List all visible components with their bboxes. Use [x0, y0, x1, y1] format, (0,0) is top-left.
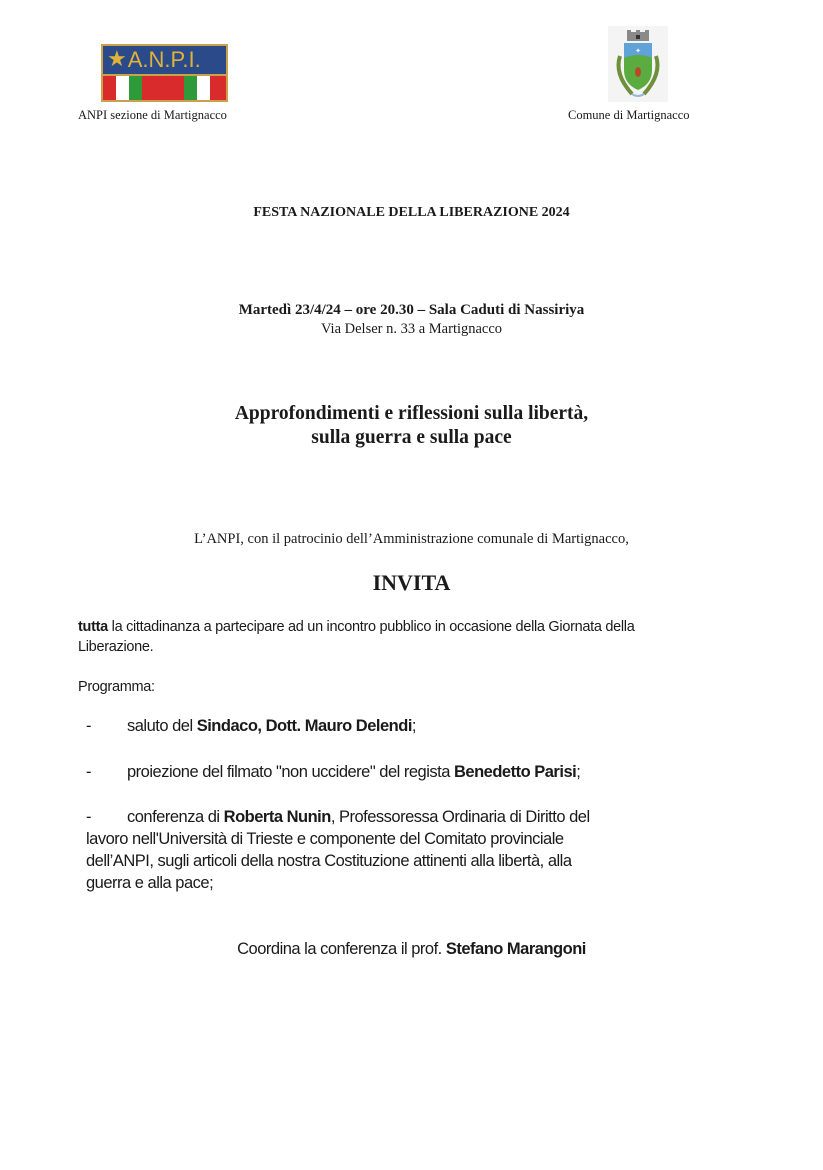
- item-post: , Professoressa Ordinaria di Diritto del: [330, 808, 590, 826]
- program-item: [86, 806, 746, 894]
- anpi-logo: [101, 44, 228, 102]
- item-bold: Benedetto Parisi: [454, 763, 577, 781]
- bullet-dash: -: [86, 763, 91, 781]
- bullet-dash: -: [86, 808, 91, 826]
- coat-of-arms-icon: [608, 26, 668, 102]
- item-text: conferenza di: [127, 808, 224, 826]
- item-continuation: lavoro nell'Università di Trieste e componente del Comitato provinciale: [86, 830, 564, 848]
- item-post: ;: [411, 717, 416, 735]
- coordinator-text: Coordina la conferenza il prof.: [237, 940, 446, 958]
- anpi-caption: ANPI sezione di Martignacco: [78, 108, 227, 122]
- comune-caption: Comune di Martignacco: [568, 108, 690, 122]
- program-item: [86, 761, 746, 783]
- invitation-intro: L’ANPI, con il patrocinio dell’Amministrazione comunale di Martignacco,: [194, 531, 629, 547]
- star-icon: ★: [107, 47, 127, 72]
- body-bold: tutta: [78, 619, 108, 635]
- item-bold: Sindaco, Dott. Mauro Delendi: [196, 717, 412, 735]
- anpi-logo-text: A.N.P.I.: [127, 47, 201, 72]
- italian-flag-stripes: [103, 76, 226, 100]
- item-text: proiezione del filmato "non uccidere" del regista: [127, 763, 454, 781]
- body-text-line-1: la cittadinanza a partecipare ad un incontro pubblico in occasione della Giornata della: [107, 619, 635, 635]
- program-item: [86, 715, 746, 737]
- item-continuation: guerra e alla pace;: [86, 874, 214, 892]
- event-date-line: Martedì 23/4/24 – ore 20.30 – Sala Caduti di Nassiriya: [238, 302, 585, 318]
- item-text: saluto del: [127, 717, 197, 735]
- program-label: Programma:: [78, 679, 155, 695]
- event-title: FESTA NAZIONALE DELLA LIBERAZIONE 2024: [253, 205, 570, 220]
- body-text-line-2: Liberazione.: [78, 639, 154, 655]
- item-post: ;: [576, 763, 581, 781]
- coordinator-name: Stefano Marangoni: [445, 940, 586, 958]
- coordinator-line: [0, 940, 823, 959]
- item-bold: Roberta Nunin: [223, 808, 331, 826]
- item-continuation: dell’ANPI, sugli articoli della nostra Costituzione attinenti alla libertà, alla: [86, 852, 572, 870]
- subtitle-line-2: sulla guerra e sulla pace: [311, 427, 512, 448]
- bullet-dash: -: [86, 717, 91, 735]
- invitation-body: [78, 617, 758, 657]
- subtitle-line-1: Approfondimenti e riflessioni sulla libertà,: [234, 403, 589, 424]
- invita-heading: INVITA: [372, 570, 451, 595]
- anpi-logo-banner: [103, 46, 226, 74]
- event-address: Via Delser n. 33 a Martignacco: [320, 321, 503, 337]
- event-subtitle: [0, 402, 823, 450]
- svg-text:✦: ✦: [635, 47, 641, 55]
